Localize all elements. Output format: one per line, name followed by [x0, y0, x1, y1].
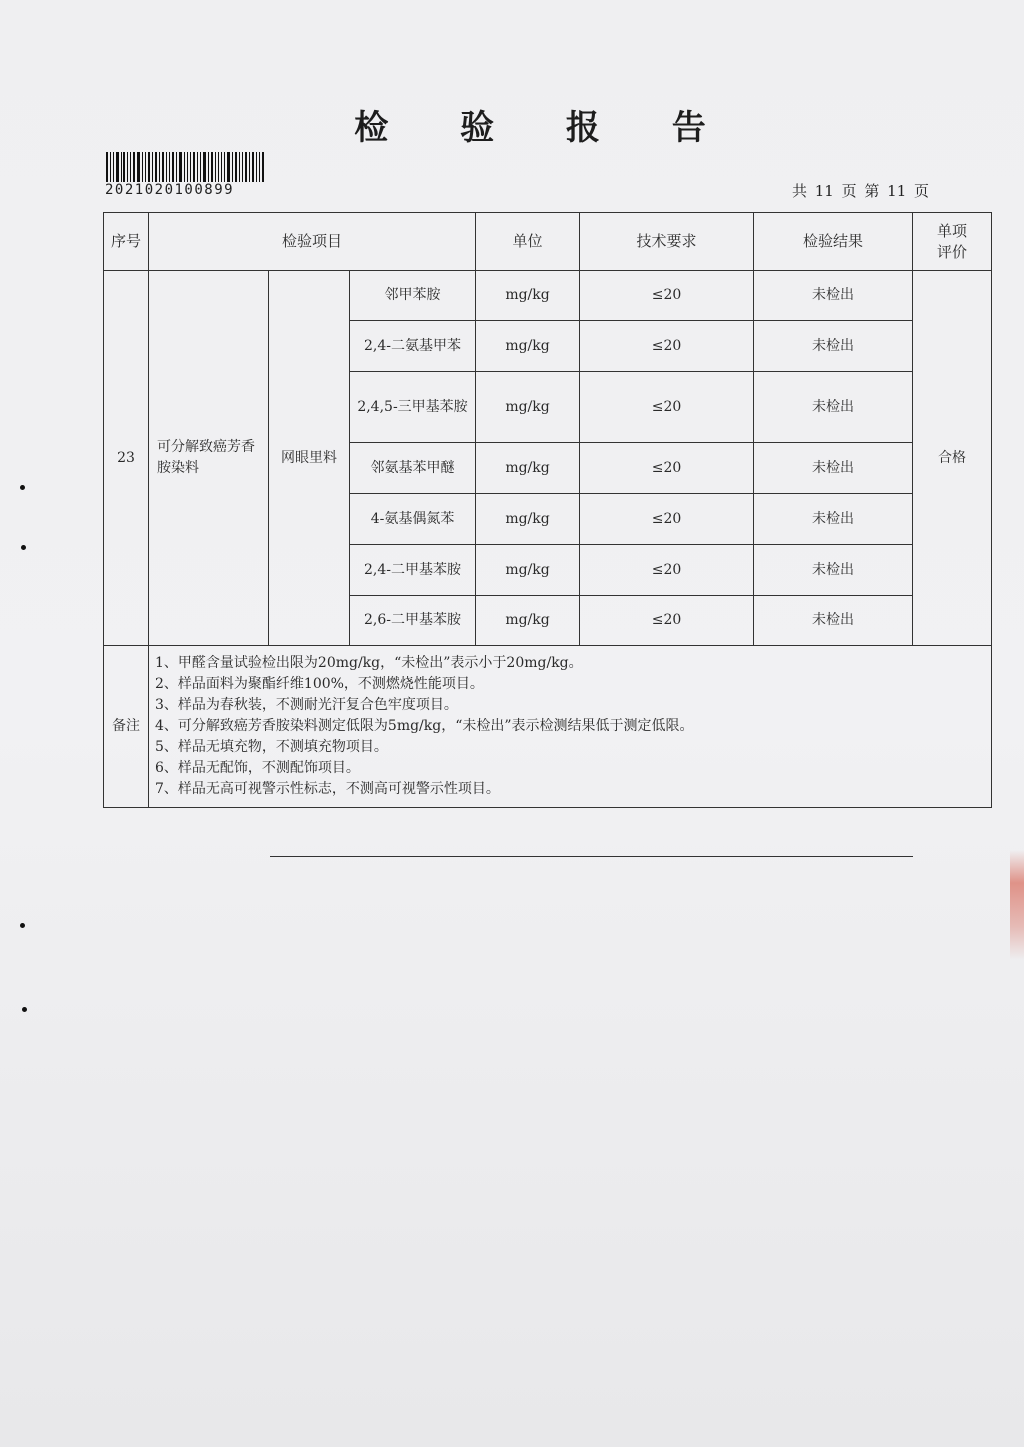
header-requirement: 技术要求 [580, 213, 754, 271]
requirement-cell: ≤20 [580, 545, 754, 596]
unit-cell: mg/kg [476, 596, 580, 646]
result-cell: 未检出 [754, 372, 913, 443]
barcode-bar [142, 152, 143, 182]
substance-name: 2,4-二氨基甲苯 [350, 321, 476, 372]
result-cell: 未检出 [754, 321, 913, 372]
header-seq: 序号 [104, 213, 149, 271]
note-line: 7、样品无高可视警示性标志，不测高可视警示性项目。 [155, 781, 500, 797]
notes-label: 备注 [104, 646, 149, 808]
unit-cell: mg/kg [476, 494, 580, 545]
unit-cell: mg/kg [476, 372, 580, 443]
notes-cell [149, 646, 992, 808]
substance-name: 4-氨基偶氮苯 [350, 494, 476, 545]
barcode-bar [137, 152, 140, 182]
unit-cell: mg/kg [476, 321, 580, 372]
barcode-bar [232, 152, 233, 182]
barcode-bar [215, 152, 216, 182]
barcode-bar [262, 152, 264, 182]
barcode-image [106, 152, 266, 182]
barcode-bar [106, 152, 108, 182]
barcode-bar [159, 152, 160, 182]
requirement-cell: ≤20 [580, 271, 754, 321]
header-item: 检验项目 [149, 213, 476, 271]
barcode-bar [148, 152, 150, 182]
barcode-bar [169, 152, 170, 182]
barcode-bar [200, 152, 201, 182]
requirement-cell: ≤20 [580, 321, 754, 372]
substance-name: 邻氨基苯甲醚 [350, 443, 476, 494]
barcode-bar [113, 152, 114, 182]
barcode-bar [166, 152, 167, 182]
unit-cell: mg/kg [476, 443, 580, 494]
barcode-bar [184, 152, 186, 182]
category-cell: 可分解致癌芳香胺染料 [149, 271, 269, 646]
barcode-bar [218, 152, 220, 182]
page-count: 共 11 页 第 11 页 [792, 182, 930, 200]
note-line: 5、样品无填充物，不测填充物项目。 [155, 739, 388, 755]
substance-name: 2,4-二甲基苯胺 [350, 545, 476, 596]
barcode-bar [193, 152, 195, 182]
test-results-table [103, 212, 992, 808]
seal-edge-mark [1010, 850, 1024, 960]
barcode-bar [123, 152, 125, 182]
note-line: 2、样品面料为聚酯纤维100%，不测燃烧性能项目。 [155, 676, 484, 692]
note-line: 1、甲醛含量试验检出限为20mg/kg，“未检出”表示小于20mg/kg。 [155, 655, 583, 671]
seq-cell: 23 [104, 271, 149, 646]
barcode-bar [227, 152, 230, 182]
requirement-cell: ≤20 [580, 443, 754, 494]
substance-name: 2,6-二甲基苯胺 [350, 596, 476, 646]
barcode-number: 2021020100899 [105, 182, 235, 198]
barcode-bar [249, 152, 250, 182]
barcode-bar [221, 152, 222, 182]
binding-hole-dot [21, 545, 26, 550]
binding-hole-dot [20, 923, 25, 928]
barcode-bar [208, 152, 209, 182]
barcode-bar [176, 152, 177, 182]
barcode-bar [203, 152, 206, 182]
note-line: 4、可分解致癌芳香胺染料测定低限为5mg/kg，“未检出”表示检测结果低于测定低限。 [155, 718, 694, 734]
report-title: 检 验 报 告 [354, 108, 736, 148]
barcode-bar [121, 152, 122, 182]
note-line: 3、样品为春秋装，不测耐光汗复合色牢度项目。 [155, 697, 458, 713]
result-cell: 未检出 [754, 596, 913, 646]
substance-name: 2,4,5-三甲基苯胺 [350, 372, 476, 443]
barcode-bar [190, 152, 191, 182]
barcode-bar [256, 152, 257, 182]
unit-cell: mg/kg [476, 271, 580, 321]
unit-cell: mg/kg [476, 545, 580, 596]
table-row [104, 271, 992, 321]
binding-hole-dot [20, 485, 25, 490]
barcode-bar [211, 152, 213, 182]
barcode-bar [252, 152, 255, 182]
barcode-bar [242, 152, 243, 182]
barcode-bar [133, 152, 135, 182]
barcode-bar [116, 152, 119, 182]
barcode-bar [145, 152, 146, 182]
note-line: 6、样品无配饰，不测配饰项目。 [155, 760, 360, 776]
result-cell: 未检出 [754, 545, 913, 596]
barcode-bar [239, 152, 240, 182]
result-cell: 未检出 [754, 443, 913, 494]
barcode-bar [224, 152, 225, 182]
barcode-bar [235, 152, 237, 182]
barcode-bar [110, 152, 111, 182]
header-evaluation: 单项 评价 [913, 213, 992, 271]
barcode-bar [162, 152, 164, 182]
substance-name: 邻甲苯胺 [350, 271, 476, 321]
header-unit: 单位 [476, 213, 580, 271]
table-header-row [104, 213, 992, 271]
barcode-bar [179, 152, 182, 182]
end-rule-divider [270, 856, 913, 857]
result-cell: 未检出 [754, 494, 913, 545]
barcode-bar [130, 152, 131, 182]
requirement-cell: ≤20 [580, 596, 754, 646]
binding-hole-dot [22, 1007, 27, 1012]
barcode-bar [172, 152, 174, 182]
barcode-bar [245, 152, 247, 182]
evaluation-cell: 合格 [913, 271, 992, 646]
barcode-bar [187, 152, 188, 182]
barcode-bar [155, 152, 158, 182]
notes-row [104, 646, 992, 808]
header-result: 检验结果 [754, 213, 913, 271]
barcode-bar [259, 152, 260, 182]
material-cell: 网眼里料 [269, 271, 350, 646]
barcode-bar [152, 152, 153, 182]
requirement-cell: ≤20 [580, 372, 754, 443]
barcode-bar [197, 152, 198, 182]
requirement-cell: ≤20 [580, 494, 754, 545]
barcode-bar [127, 152, 128, 182]
result-cell: 未检出 [754, 271, 913, 321]
